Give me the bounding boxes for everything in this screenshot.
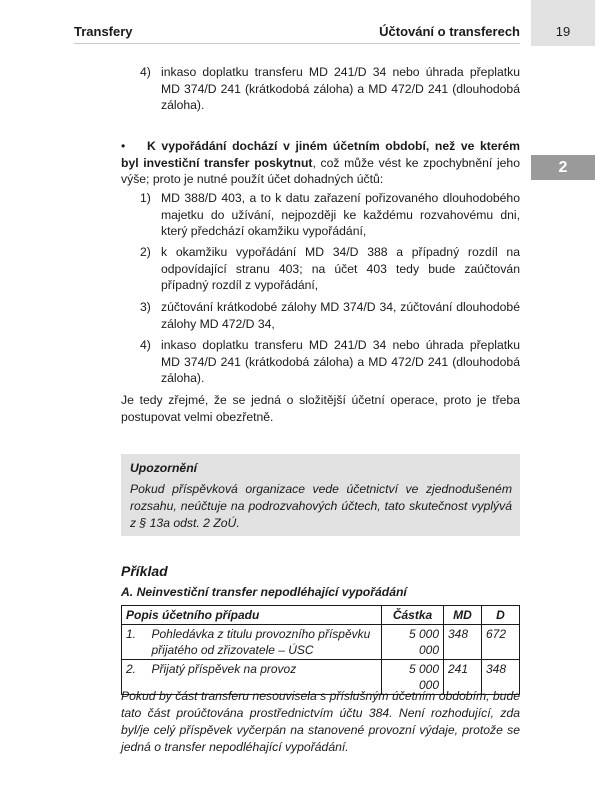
conclusion-paragraph: Je tedy zřejmé, že se jedná o složitější účetní operace, proto je třeba postupovat velmi obezřetně.	[121, 393, 520, 424]
list-item-text: inkaso doplatku transferu MD 241/D 34 nebo úhrada přeplatku MD 374/D 241 (krátkodobá záloha) a MD 472/D 241 (dlouhodobá záloha).	[161, 65, 520, 112]
example-title: Příklad	[121, 563, 168, 579]
page-number: 19	[555, 24, 571, 39]
list-item-text: zúčtování krátkodobé zálohy MD 374/D 34, zúčtování dlouhodobé zálohy MD 472/D 34,	[161, 300, 520, 331]
header-amount: Částka	[382, 606, 444, 625]
row-d: 672	[482, 625, 520, 660]
table-header-row	[122, 606, 520, 625]
list-item-number: 4)	[140, 338, 151, 352]
row-number: 1.	[122, 625, 148, 660]
page-number-tab	[531, 0, 595, 46]
row-number: 2.	[122, 660, 148, 695]
list-item-text: k okamžiku vypořádání MD 34/D 388 a případný rozdíl na odpovídající stranu 403; na účet 403 tedy bude zaúčtován případný rozdíl z vypořádání,	[161, 245, 520, 292]
bullet-marker: •	[121, 139, 126, 153]
running-header	[74, 22, 520, 44]
row-md: 241	[444, 660, 482, 695]
list-item-text: inkaso doplatku transferu MD 241/D 34 nebo úhrada přeplatku MD 374/D 241 (krátkodobá záloha) a MD 472/D 241 (dlouhodobá záloha).	[161, 338, 520, 385]
list-item-number: 1)	[140, 191, 151, 205]
list-item-number: 4)	[140, 65, 151, 79]
header-section-title: Transfery	[74, 24, 133, 39]
row-d: 348	[482, 660, 520, 695]
list-item-number: 3)	[140, 300, 151, 314]
row-description: Přijatý příspěvek na provoz	[148, 660, 382, 695]
notice-body: Pokud příspěvková organizace vede účetnictví ve zjednodušeném rozsahu, neúčtuje na podrozvahových účtech, tato skutečnost vyplývá z § 13a odst. 2 ZoÚ.	[130, 482, 512, 530]
header-description: Popis účetního případu	[122, 606, 382, 625]
row-md: 348	[444, 625, 482, 660]
header-chapter-title: Účtování o transferech	[379, 24, 520, 39]
booking-table	[121, 605, 520, 695]
notice-box	[121, 454, 520, 536]
bullet-paragraph	[121, 138, 520, 188]
row-amount: 5 000 000	[382, 625, 444, 660]
header-md: MD	[444, 606, 482, 625]
bullet-bold-text: K vypořádání dochází v jiném účetním období, než ve kterém byl investiční transfer poskytnut	[121, 139, 520, 170]
example-subtitle: A. Neinvestiční transfer nepodléhající vypořádání	[121, 585, 407, 599]
notice-title: Upozornění	[130, 461, 198, 475]
list-item-continued	[121, 64, 520, 114]
list-item-number: 2)	[140, 245, 151, 259]
list-item-text: MD 388/D 403, a to k datu zařazení pořizovaného dlouhodobého majetku do užívání, nejpozději ke každému rozvahovému dni, který předchází okamžiku vypořádání,	[161, 191, 520, 238]
bullet-rest-text: , což může vést ke zpochybnění jeho výše; proto je nutné použít účet dohadných účtů:	[121, 155, 520, 186]
row-description: Pohledávka z titulu provozního příspěvku přijatého od zřizovatele – ÚSC	[148, 625, 382, 660]
header-d: D	[482, 606, 520, 625]
example-note: Pokud by část transferu nesouvisela s příslušným účetním obdobím, bude tato část proúčtována prostřednictvím účtu 384. Není rozhodující, zda byl/je celý příspěvek vyčerpán na stanovené provozní výdaje, protože se jedná o transfer nepodléhající vypořádání.	[121, 689, 521, 754]
row-amount: 5 000 000	[382, 660, 444, 695]
table-row	[122, 625, 520, 660]
chapter-tab: 2	[531, 155, 595, 180]
